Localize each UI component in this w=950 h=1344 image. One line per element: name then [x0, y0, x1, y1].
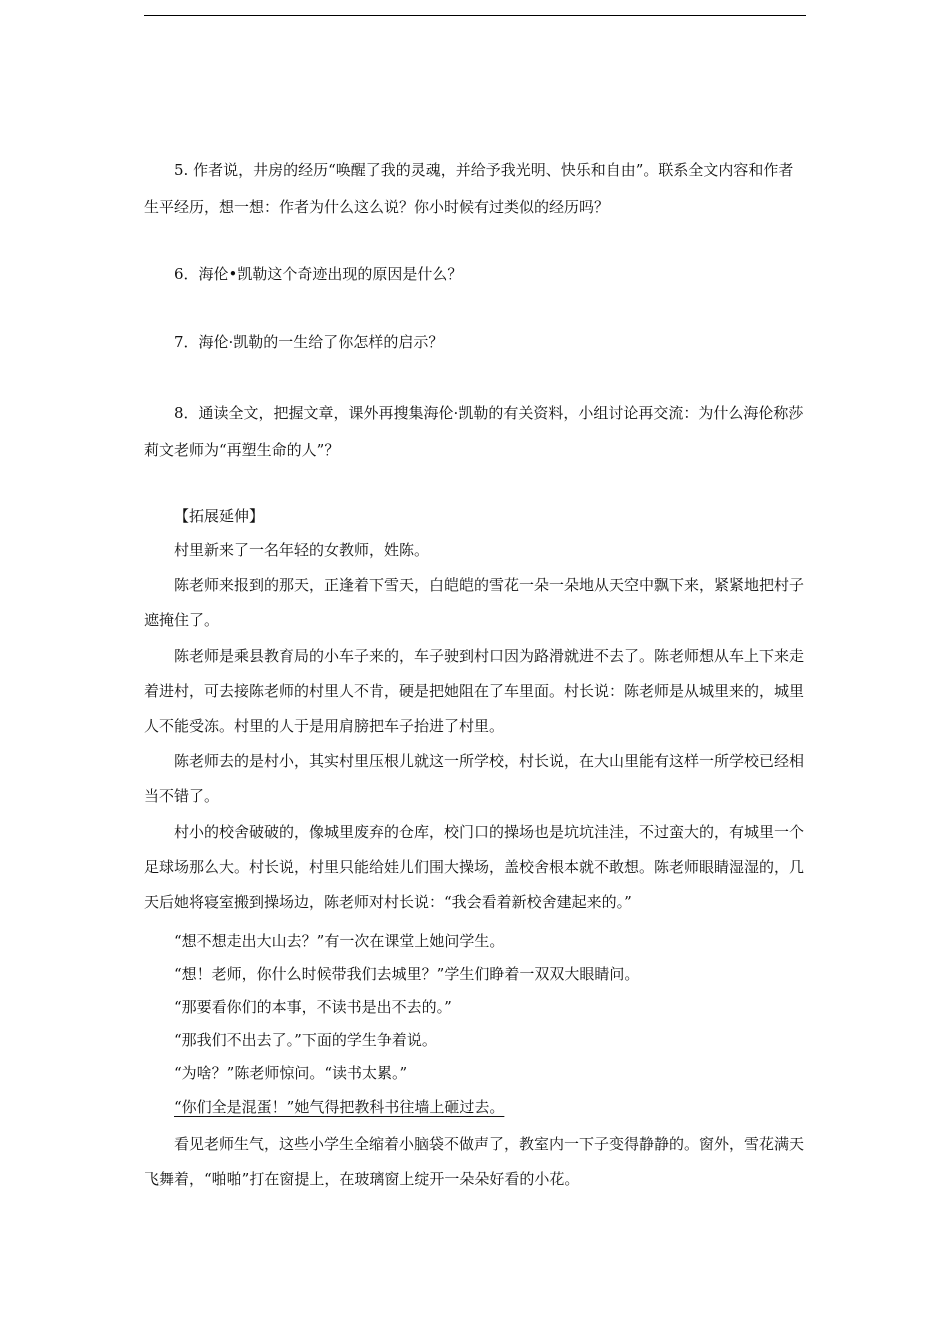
paragraph: 陈老师来报到的那天，正逢着下雪天，白皑皑的雪花一朵一朵地从天空中飘下来，紧紧地把村子遮掩住了。 — [144, 576, 805, 629]
dialogue-line: “那要看你们的本事，不读书是出不去的。” — [174, 998, 452, 1016]
dialogue-line: “想！老师，你什么时候带我们去城里？”学生们睁着一双双大眼睛问。 — [174, 965, 640, 983]
section-heading: 【拓展延伸】 — [174, 507, 265, 525]
dialogue-line: “那我们不出去了。”下面的学生争着说。 — [174, 1031, 437, 1049]
paragraph: 村小的校舍破破的，像城里废弃的仓库，校门口的操场也是坑坑洼洼，不过蛮大的，有城里一个足球场那么大。村长说，村里只能给娃儿们围大操场，盖校舍根本就不敢想。陈老师眼睛湿湿的，几天后她将寝室搬到操场边，陈老师对村长说：“我会看着新校舍建起来的。” — [144, 823, 805, 911]
question-8: 8．通读全文，把握文章，课外再搜集海伦·凯勒的有关资料，小组讨论再交流：为什么海伦称莎莉文老师为“再塑生命的人”？ — [144, 404, 804, 459]
question-6: 6．海伦•凯勒这个奇迹出现的原因是什么？ — [174, 265, 463, 283]
underlined-line — [144, 1091, 806, 1123]
paragraph: 看见老师生气，这些小学生全缩着小脑袋不做声了，教室内一下子变得静静的。窗外，雪花满天飞舞着，“啪啪”打在窗提上，在玻璃窗上绽开一朵朵好看的小花。 — [144, 1135, 805, 1188]
header-rule — [144, 15, 806, 16]
paragraph: 陈老师去的是村小，其实村里压根儿就这一所学校，村长说，在大山里能有这样一所学校已经相当不错了。 — [144, 752, 805, 805]
dialogue-line: “为啥？”陈老师惊问。“读书太累。” — [174, 1064, 408, 1082]
paragraph: 村里新来了一名年轻的女教师，姓陈。 — [174, 541, 430, 559]
paragraph: 陈老师是乘县教育局的小车子来的，车子驶到村口因为路滑就进不去了。陈老师想从车上下来走着进村，可去接陈老师的村里人不肯，硬是把她阻在了车里面。村长说：陈老师是从城里来的，城里人不能受冻。村里的人于是用肩膀把车子抬进了村里。 — [144, 647, 805, 735]
dialogue-line: “想不想走出大山去？”有一次在课堂上她问学生。 — [174, 932, 505, 950]
underlined-text: “你们全是混蛋！”她气得把教科书往墙上砸过去。 — [174, 1098, 505, 1116]
question-7: 7．海伦·凯勒的一生给了你怎样的启示？ — [174, 333, 444, 351]
question-5: 5. 作者说，井房的经历“唤醒了我的灵魂，并给予我光明、快乐和自由”。联系全文内容和作者生平经历，想一想：作者为什么这么说？你小时候有过类似的经历吗？ — [144, 161, 794, 216]
